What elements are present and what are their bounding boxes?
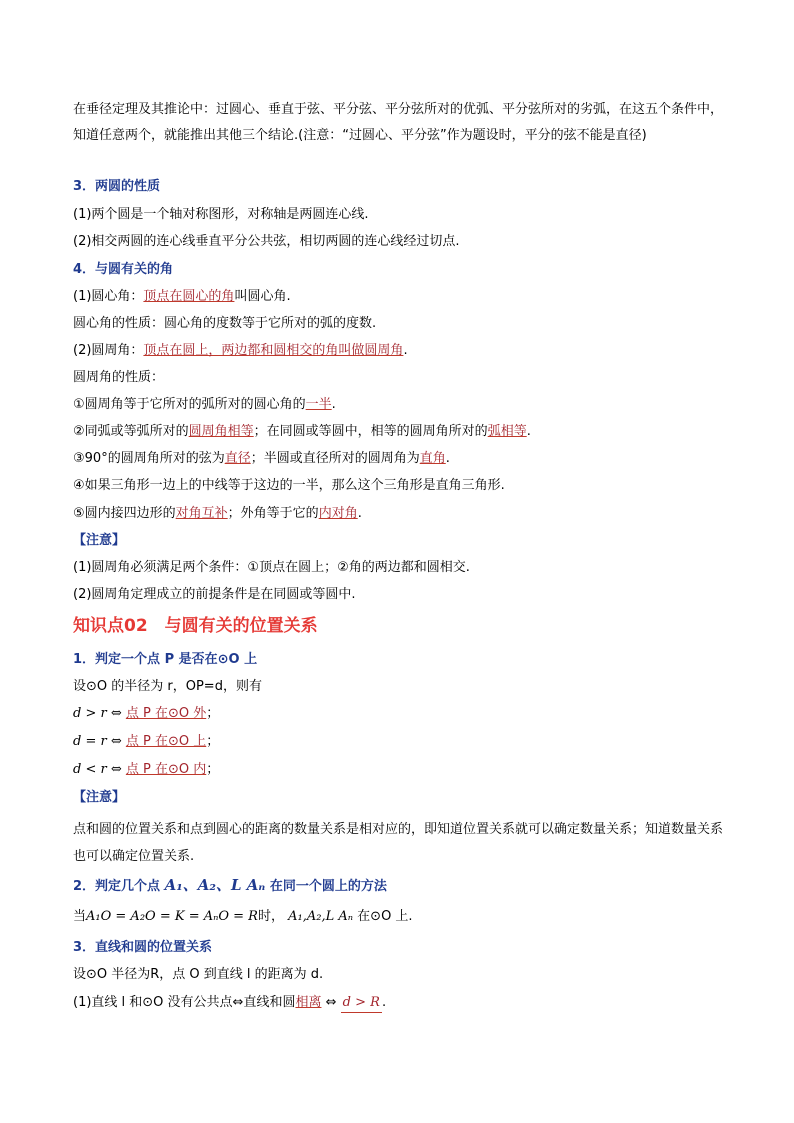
s1-relation-outside: d > r ⇔ 点 P 在⊙O 外； xyxy=(73,706,220,721)
s3-setup: 设⊙O 半径为R，点 O 到直线 l 的距离为 d. xyxy=(73,967,324,982)
s1-setup: 设⊙O 的半径为 r，OP=d，则有 xyxy=(73,679,262,694)
intro-paragraph: 在垂径定理及其推论中：过圆心、垂直于弦、平分弦、平分弦所对的优弧、平分弦所对的劣弧，在这五个条件中，知道任意两个，就能推出其他三个结论.(注意：“过圆心、平分弦”作为题设时，平分的弦不能是直径) xyxy=(73,102,724,143)
central-angle-property: 圆心角的性质：圆心角的度数等于它所对的弧的度数. xyxy=(73,316,377,331)
section-title-circle-angles: 4．与圆有关的角 xyxy=(73,262,174,277)
section-title-two-circles: 3．两圆的性质 xyxy=(73,179,161,194)
inscribed-property-3: ③90°的圆周角所对的弦为直径；半圆或直径所对的圆周角为直角. xyxy=(73,451,450,466)
s3-item-1: (1)直线 l 和⊙O 没有公共点⇔直线和圆相离 ⇔ d > R . xyxy=(73,994,386,1013)
central-angle-definition: (1)圆心角：顶点在圆心的角叫圆心角. xyxy=(73,289,291,304)
inscribed-angle-property-label: 圆周角的性质： xyxy=(73,370,165,385)
two-circles-item-1: (1)两个圆是一个轴对称图形，对称轴是两圆连心线. xyxy=(73,207,369,222)
two-circles-item-2: (2)相交两圆的连心线垂直平分公共弦，相切两圆的连心线经过切点. xyxy=(73,234,460,249)
note-1-item-1: (1)圆周角必须满足两个条件：①顶点在圆上；②角的两边都和圆相交. xyxy=(73,560,470,575)
note-heading-2: 【注意】 xyxy=(73,790,126,805)
note-heading-1: 【注意】 xyxy=(73,533,126,548)
s3-title: 3．直线和圆的位置关系 xyxy=(73,940,213,955)
s1-relation-on: d = r ⇔ 点 P 在⊙O 上； xyxy=(73,734,220,749)
inscribed-property-4: ④如果三角形一边上的中线等于这边的一半，那么这个三角形是直角三角形. xyxy=(73,478,505,493)
s2-title: 2．判定几个点 A₁、A₂、L Aₙ 在同一个圆上的方法 xyxy=(73,876,387,894)
s1-relation-inside: d < r ⇔ 点 P 在⊙O 内； xyxy=(73,762,220,777)
inscribed-property-1: ①圆周角等于它所对的弧所对的圆心角的一半. xyxy=(73,397,336,412)
knowledge-point-02-title: 知识点02 与圆有关的位置关系 xyxy=(73,616,318,636)
note-2-text: 点和圆的位置关系和点到圆心的距离的数量关系是相对应的，即知道位置关系就可以确定数量关系；知道数量关系也可以确定位置关系. xyxy=(73,822,724,864)
s2-condition: 当A₁O = A₂O = K = AₙO = R时， A₁,A₂,L Aₙ 在⊙O 上. xyxy=(73,909,413,924)
s1-title: 1．判定一个点 P 是否在⊙O 上 xyxy=(73,652,258,667)
inscribed-property-5: ⑤圆内接四边形的对角互补；外角等于它的内对角. xyxy=(73,506,362,521)
note-1-item-2: (2)圆周角定理成立的前提条件是在同圆或等圆中. xyxy=(73,587,356,602)
inscribed-property-2: ②同弧或等弧所对的圆周角相等；在同圆或等圆中，相等的圆周角所对的弧相等. xyxy=(73,424,531,439)
inscribed-angle-definition: (2)圆周角：顶点在圆上，两边都和圆相交的角叫做圆周角. xyxy=(73,343,408,358)
